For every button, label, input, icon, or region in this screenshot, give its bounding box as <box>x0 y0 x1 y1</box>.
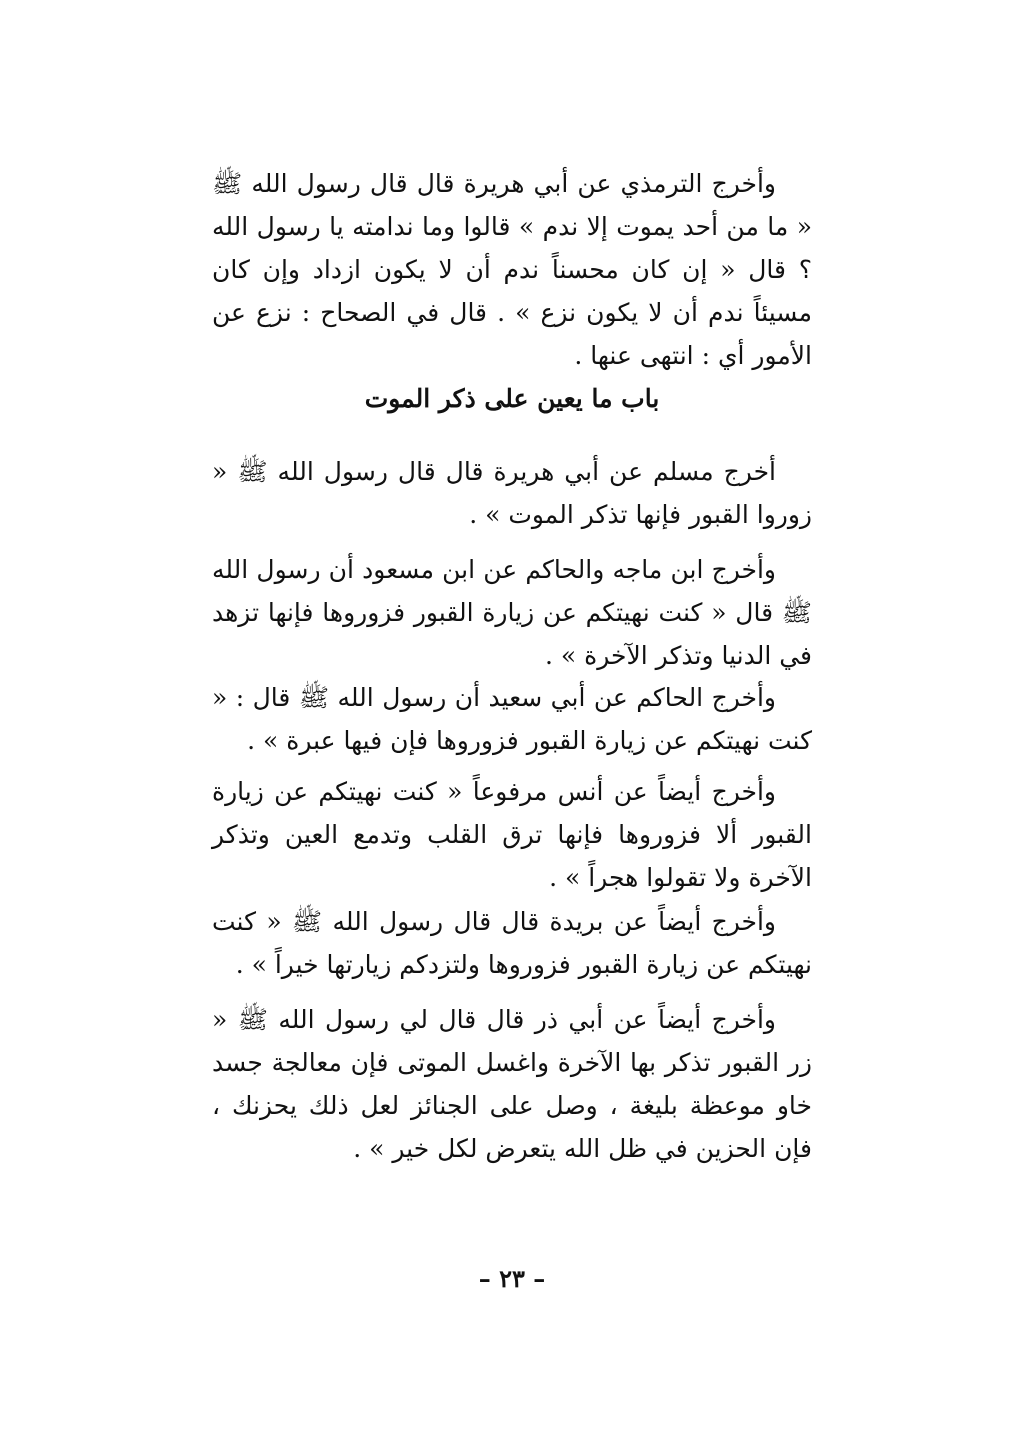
paragraph-abu-dharr: وأخرج أيضاً عن أبي ذر قال قال لي رسول الله ﷺ « زر القبور تذكر بها الآخرة واغسل الموتى فإن معالجة جسد خاو موعظة بليغة ، وصل على الجنائز لعل ذلك يحزنك ، فإن الحزين في ظل الله يتعرض لكل خير » . <box>212 1005 812 1163</box>
paragraph-tirmidhi: وأخرج الترمذي عن أبي هريرة قال قال رسول الله ﷺ « ما من أحد يموت إلا ندم » قالوا وما ندامته يا رسول الله ؟ قال « إن كان محسناً ندم أن لا يكون ازداد وإن كان مسيئاً ندم أن لا يكون نزع » . قال في الصحاح : نزع عن الأمور أي : انتهى عنها . <box>212 169 812 370</box>
paragraph-hakim: وأخرج الحاكم عن أبي سعيد أن رسول الله ﷺ قال : « كنت نهيتكم عن زيارة القبور فزوروها فإن فيها عبرة » . <box>212 683 812 755</box>
paragraph-muslim: أخرج مسلم عن أبي هريرة قال قال رسول الله ﷺ « زوروا القبور فإنها تذكر الموت » . <box>212 457 812 529</box>
paragraph-ibn-majah: وأخرج ابن ماجه والحاكم عن ابن مسعود أن رسول الله ﷺ قال « كنت نهيتكم عن زيارة القبور فزوروها فإنها تزهد في الدنيا وتذكر الآخرة » . <box>212 555 812 670</box>
paragraph-anas: وأخرج أيضاً عن أنس مرفوعاً « كنت نهيتكم عن زيارة القبور ألا فزوروها فإنها ترق القلب وتدمع العين وتذكر الآخرة ولا تقولوا هجراً » . <box>212 777 812 892</box>
page-number: – ٢٣ – <box>478 1264 546 1293</box>
section-heading: باب ما يعين على ذكر الموت <box>364 384 660 413</box>
paragraph-buraydah: وأخرج أيضاً عن بريدة قال قال رسول الله ﷺ « كنت نهيتكم عن زيارة القبور فزوروها ولتزدكم زيارتها خيراً » . <box>212 907 812 979</box>
